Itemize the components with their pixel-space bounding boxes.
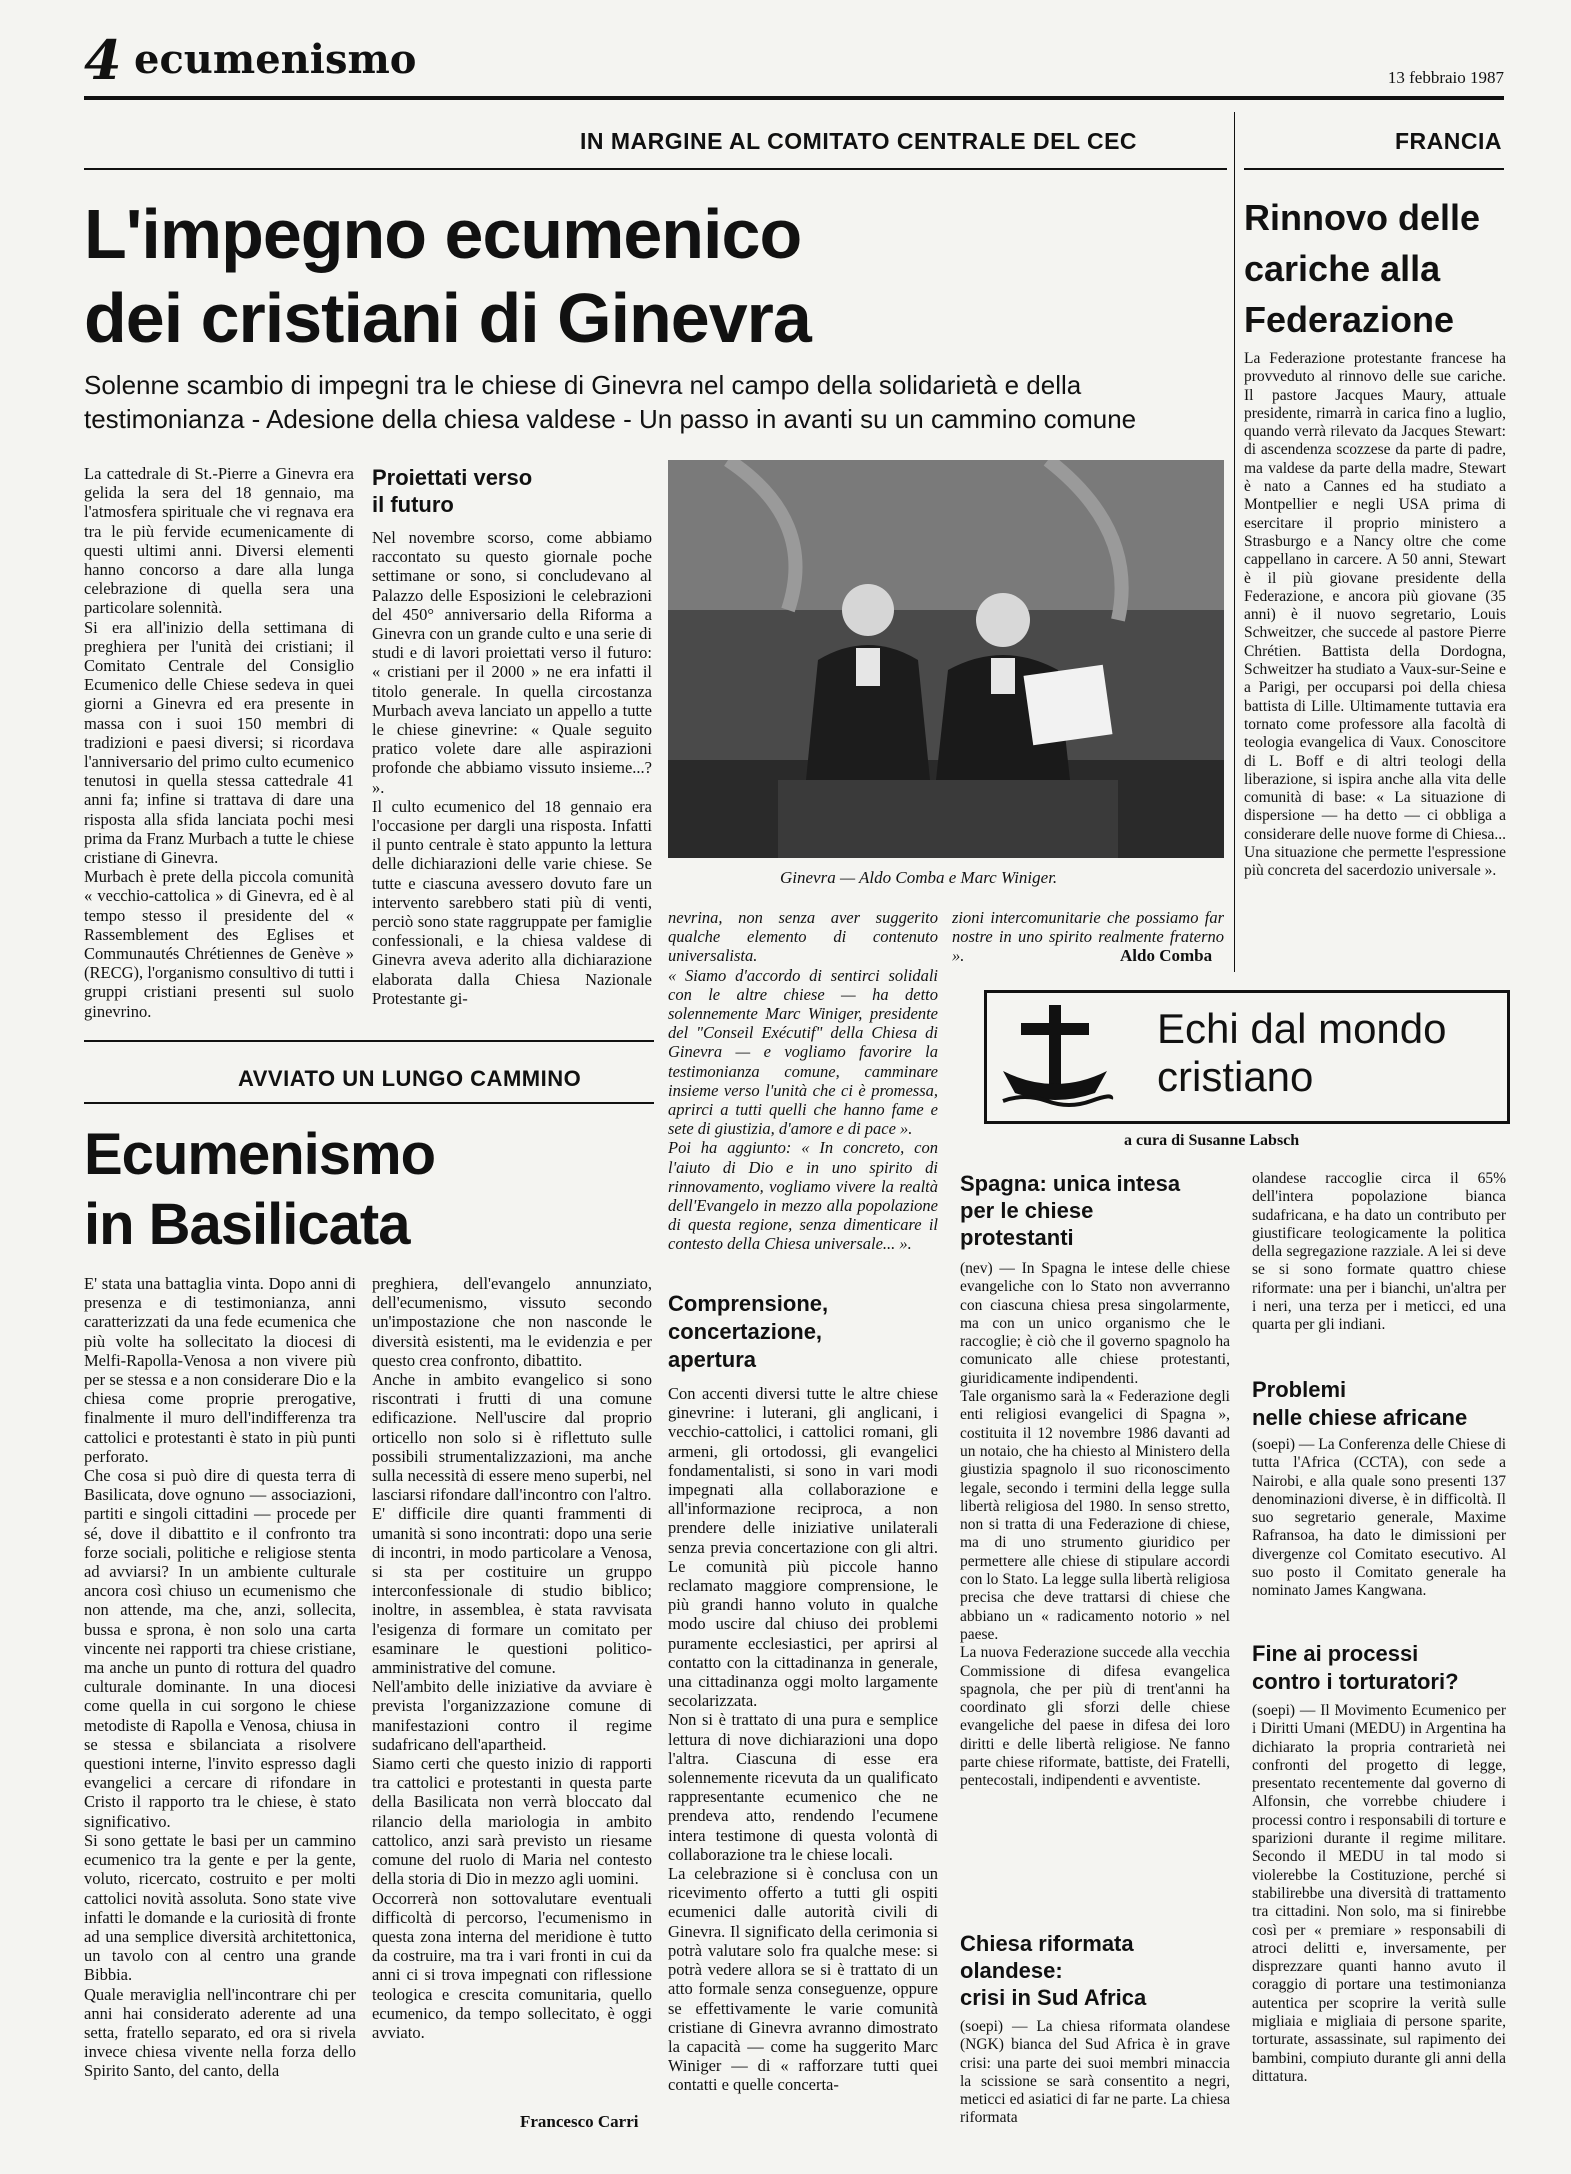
page-number: 4 — [84, 28, 122, 92]
echi-credit: a cura di Susanne Labsch — [1124, 1132, 1300, 1149]
main-col-4: zioni intercomunitarie che possiamo far nostre in uno spirito realmente fraterno ». — [952, 908, 1224, 966]
francia-body: La Federazione protestante francese ha provveduto al rinnovo delle sue cariche. Il pastore Jacques Maury, attuale presidente, rimarrà in carica fino a luglio, quando verrà rilevato da Jacques Stewart: di ascendenza scozzese da parte di padre, ma valdese da parte della madre, Stewart è nato a Cannes ed ha studiato a Montpellier e negli USA prima di esercitare il proprio ministero a Strasburgo e a Nancy oltre che come cappellano in carcere. A 50 anni, Stewart è il più giovane presidente della Federazione, e ancora più giovane (35 anni) è il nuovo segretario, Louis Schweitzer, che succede al pastore Pierre Chrétien. Battista della Dordogna, Schweitzer ha studiato a Vaux-sur-Seine e a Parigi, per occuparsi poi della chiesa battista di Lille. Ultimamente tuttavia era tornato come professore alla facoltà di teologia evangelica di Vaux. Conoscitore di L. Boff e di altri teologi della liberazione, si ispira anche alla vita delle comunità di base: « La situazione di dispersione — ha detto — ci obbliga a considerare delle nuove forme di Chiesa... Una situazione che permette l'espressione più concreta del sacerdozio universale ». — [1244, 350, 1506, 880]
main-title: L'impegno ecumenico dei cristiani di Ginevra — [84, 195, 811, 357]
photo-caption: Ginevra — Aldo Comba e Marc Winiger. — [780, 868, 1058, 887]
basilicata-kicker-rule — [84, 1102, 654, 1104]
africa-head: Problemi nelle chiese africane — [1252, 1377, 1468, 1430]
main-col-2: Nel novembre scorso, come abbiamo raccontato su questo giornale poche settimane or sono, si concludevano al Palazzo delle Esposizioni le celebrazioni del 450° anniversario della Riforma a Ginevra con un grande culto e una serie di studi e di lavori proiettati verso il futuro: « cristiani per il 2000 » ne era infatti il titolo generale. In quella circostanza Murbach aveva lanciato un appello a tutte le chiese ginevrine: « Quale seguito pratico volete dare alle aspirazioni profonde che abbiamo vissuto insieme...? ». Il culto ecumenico del 18 gennaio era l'occasione per dargli una risposta. Infatti il punto centrale è stato appunto la lettura delle dichiarazioni delle varie chiese. Se tutte e ciascuna avessero dovuto fare un intervento sarebbero stati più di venti, perciò sono state raggruppate per famiglie confessionali, e la chiesa valdese di Ginevra aveva aderito alla dichiarazione elaborata dalla Chiesa Nazionale Protestante gi- — [372, 528, 652, 1008]
main-col-3-head: Comprensione, concertazione, apertura — [668, 1291, 829, 1372]
boat-cross-icon — [995, 1001, 1115, 1111]
spagna-body: (nev) — In Spagna le intese delle chiese evangeliche con lo Stato non avverranno con ciascuna chiesa presa singolarmente, ma con un unico organismo che le raccoglie; è ciò che il governo spagnolo ha comunicato alle chiese protestanti, giuridicamente indipendenti. Tale organismo sarà la « Federazione degli enti religiosi evangelici di Spagna », costituita il 12 novembre 1986 davanti ad un notaio, che ha chiesto al Ministero della giustizia spagnolo il suo riconoscimento legale, secondo i termini della legge sulla libertà religiosa del 1980. In senso stretto, non si tratta di una Federazione di chiese, ma di uno strumento giuridico per permettere alle chiese di stipulare accordi con lo Stato. La legge sulla libertà religiosa precisa che deve trattarsi di chiese che abbiano un « radicamento notorio » nel paese. La nuova Federazione succede alla vecchia Commissione di difesa evangelica spagnola, che per più di trent'anni ha coordinato gli sforzi delle chiese evangeliche del paese in difesa dei loro diritti e delle libertà religiose. Ne fanno parte chiese riformate, battiste, dei Fratelli, pentecostali, indipendenti e avventiste. — [960, 1260, 1230, 1790]
olanda-body: (soepi) — La chiesa riformata olandese (NGK) bianca del Sud Africa è in grave crisi: una parte dei suoi membri minaccia la scissione se sarà consentito a negri, meticci ed asiatici di far ne parte. La chiesa riformata — [960, 2018, 1230, 2127]
africa-body: (soepi) — La Conferenza delle Chiese di tutta l'Africa (CCTA), con sede a Nairobi, e alla quale sono presenti 137 denominazioni diverse, è in difficoltà. Il suo segretario generale, Maxime Rafransoa, ha dato le dimissioni per divergenze col Comitato esecutivo. Al suo posto il Comitato generale ha nominato James Kangwana. — [1252, 1436, 1506, 1600]
francia-kicker-rule — [1244, 168, 1504, 170]
main-deck: Solenne scambio di impegni tra le chiese di Ginevra nel campo della solidarietà e della testimonianza - Adesione della chiesa valdese - Un passo in avanti su un cammino comune — [84, 370, 1137, 434]
francia-divider — [1234, 112, 1235, 972]
basilicata-title: Ecumenismo in Basilicata — [84, 1122, 435, 1257]
main-col-1: La cattedrale di St.-Pierre a Ginevra era gelida la sera del 18 gennaio, ma l'atmosfera spirituale che vi regnava era tra le più fervide ecumenicamente di questi ultimi anni. Diversi elementi hanno concorso a dare alla lunga celebrazione di quella sera una particolare solennità. Si era all'inizio della settimana di preghiera per l'unità dei cristiani; il Comitato Centrale del Consiglio Ecumenico delle Chiese sedeva in quei giorni a Ginevra ed era presente in massa con i suoi 150 membri di tradizioni e paesi diversi; si ricordava l'anniversario del primo culto ecumenico tenutosi in quella stessa cattedrale 41 anni fa; infine si trattava di dare una risposta alla sfida lanciata pochi mesi prima da Franz Murbach a tutte le chiese cristiane di Ginevra. Murbach è prete della piccola comunità « vecchio-cattolica » di Ginevra, ed è al tempo stesso il presidente del « Rassemblement des Eglises et Communautés Chrétiennes de Genève » (RECG), l'organismo consultivo di tutti i gruppi cristiani presenti sul suolo ginevrino. — [84, 464, 354, 1021]
basilicata-byline: Francesco Carri — [520, 2112, 639, 2131]
tortura-head: Fine ai processi contro i torturatori? — [1252, 1641, 1459, 1694]
echi-title: Echi dal mondo cristiano — [1157, 1005, 1447, 1100]
olanda-cont: olandese raccoglie circa il 65% dell'intera popolazione bianca sudafricana, e ha dato un contributo per giustificare teologicamente la politica della segregazione razziale. A lei si deve se si sono formate quattro chiese riformate: una per i bianchi, un'altra per i neri, una terza per i meticci, ed una quarta per gli indiani. — [1252, 1170, 1506, 1334]
masthead-rule — [84, 96, 1504, 100]
main-kicker-rule — [84, 168, 1227, 170]
masthead — [84, 28, 1504, 98]
main-col-3: nevrina, non senza aver suggerito qualche elemento di contenuto universalista. « Siamo d'accordo di sentirci solidali con le altre chiese — ha detto solennemente Marc Winiger, presidente del "Conseil Exécutif" della Chiesa di Ginevra — e vogliamo favorire la testimonianza comune, camminare insieme verso l'unità che ci è promessa, aprirci a tutti quelli che hanno fame e sete di giustizia, d'amore e di pace ». Poi ha aggiunto: « In concreto, con l'aiuto di Dio e in uno spirito di rinnovamento, vogliamo vivere la realtà dell'Evangelo in mezzo alla popolazione di questa regione, senza dimenticare il contesto della Chiesa universale... ». — [668, 908, 938, 1254]
basilicata-top-rule — [84, 1040, 654, 1042]
photo-illustration — [668, 460, 1224, 858]
spagna-head: Spagna: unica intesa per le chiese protestanti — [960, 1171, 1181, 1250]
main-byline: Aldo Comba — [1120, 946, 1213, 965]
basilicata-kicker: AVVIATO UN LUNGO CAMMINO — [238, 1066, 582, 1091]
basilicata-col-2: preghiera, dell'evangelo annunziato, dell'ecumenismo, vissuto secondo un'impostazione che non nasconde le diversità esistenti, ma le evidenzia e per questo crea confronto, dibattito. Anche in ambito evangelico si sono riscontrati i frutti di una comune edificazione. Nell'uscire dal proprio orticello non solo si è riflettuto sulle possibili strumentalizzazioni, ma anche sulla necessità di essere meno superbi, nel lasciarsi rifondare dall'incontro con l'altro. E' difficile dire quanti frammenti di umanità si sono incontrati: dopo una serie di incontri, in modo particolare a Venosa, si sta per costituire un gruppo interconfessionale di studio biblico; inoltre, in assemblea, è stata ravvisata l'esigenza di formare un comitato per esaminare le questioni politico-amministrative del comune. Nell'ambito delle iniziative da avviare è prevista l'organizzazione comune di manifestazioni contro il regime sudafricano dell'apartheid. Siamo certi che questo inizio di rapporti tra cattolici e protestanti in questa parte della Basilicata non verrà bloccato dal rilancio della mariologia in ambito cattolico, anzi sarà previsto un riesame comune del ruolo di Maria nel contesto della storia di Dio in mezzo agli uomini. Occorrerà non sottovalutare eventuali difficoltà di percorso, l'ecumenismo in questa zona interna del meridione è tutto da costruire, ma tra i vari fronti in cui da anni ci si trova impegnati con riflessione teologica e crescita comunitaria, quello ecumenico, da tempo sollecitato, è oggi avviato. — [372, 1274, 652, 2042]
francia-title: Rinnovo delle cariche alla Federazione — [1244, 197, 1481, 340]
issue-date: 13 febbraio 1987 — [1387, 68, 1504, 87]
olanda-head: Chiesa riformata olandese: crisi in Sud Africa — [960, 1931, 1147, 2010]
main-kicker: IN MARGINE AL COMITATO CENTRALE DEL CEC — [580, 128, 1138, 154]
section-title: ecumenismo — [134, 36, 417, 83]
photo — [668, 460, 1224, 858]
main-col-2-head: Proiettati verso il futuro — [372, 465, 533, 517]
tortura-body: (soepi) — Il Movimento Ecumenico per i Diritti Umani (MEDU) in Argentina ha dichiarato la propria contrarietà nei confronti del progetto di legge, presentato recentemente dal governo di Alfonsin, che vorrebbe chiudere i processi contro i responsabili di torture e sparizioni durante il regime militare. Secondo il MEDU in tal modo si violerebbe la Costituzione, perché si stabilirebbe una diversità di trattamento tra cittadini. Non solo, ma si finirebbe così per « premiare » responsabili di atroci delitti e, inversamente, per disprezzare quanti hanno avuto il coraggio di portare una testimonianza autentica per scoprire la verità sulle migliaia e migliaia di persone sparite, torturate, assassinate, sul rapimento dei bambini, compiuto durante gli anni della dittatura. — [1252, 1702, 1506, 2085]
basilicata-col-1: E' stata una battaglia vinta. Dopo anni di presenza e di testimonianza, anni caratterizzati da una fede ecumenica che più volte ha sollecitato la diocesi di Melfi-Rapolla-Venosa a non vivere più per se stessa e a non considerare Dio e la chiesa come proprie prerogative, finalmente il muro dell'indifferenza tra cattolici e protestanti è stato in più punti perforato. Che cosa si può dire di questa terra di Basilicata, dove ognuno — associazioni, partiti e singoli cittadini — procede per sé, dove il dibattito e il confronto tra forze sociali, politiche e religiose stenta ad avviarsi? In un ambiente culturale ancora così chiuso un ecumenismo che non attende, ma che, anzi, sollecita, bussa e sprona, è non solo una carta vincente nei rapporti tra chiese cristiane, ma anche un punto di rottura del quadro culturale dominante. In una diocesi come quella in cui sorgono le chiese metodiste di Rapolla e Venosa, chiusa in se stessa e sbilanciata a risolvere questioni interne, l'invito espresso dagli evangelici a cercare di rifondare in Cristo il rapporto tra le chiese, è stato significativo. Si sono gettate le basi per un cammino ecumenico tra la gente e per la gente, voluto, ricercato, costruito e per molti cattolici novità assoluta. Sono state vive infatti le domande e la curiosità di fronte ad una semplice diversità architettonica, un tavolo con al centro una grande Bibbia. Quale meraviglia nell'incontrare chi per anni hai considerato aderente ad una setta, fratello separato, ed ora si rivela invece chiesa vivente nella forza dello Spirito Santo, del canto, della — [84, 1274, 356, 2081]
echi-banner — [984, 990, 1510, 1124]
main-col-3b: Con accenti diversi tutte le altre chiese ginevrine: i luterani, gli anglicani, i vecchio-cattolici, i cattolici romani, gli armeni, gli ortodossi, gli evangelici fondamentalisti, si sono in vari modi impegnati alla collaborazione e all'informazione reciproca, a non prendere delle iniziative unilaterali senza previa concertazione con gli altri. Le comunità più piccole hanno reclamato maggiore comprensione, le più grandi hanno voluto in qualche modo uscire dal chiuso dei problemi puramente ecclesiastici, per aprirsi al contatto con la cittadinanza in generale, una cittadinanza oggi molto largamente secolarizzata. Non si è trattato di una pura e semplice lettura di nove dichiarazioni una dopo l'altra. Ciascuna di esse era solennemente ricevuta da un qualificato rappresentante ecumenico che ne prendeva atto, rendendo l'ecumene intera testimone di questa volontà di collaborazione tra le chiese locali. La celebrazione si è conclusa con un ricevimento offerto a tutti gli ospiti ecumenici dalle autorità civili di Ginevra. Il significato della cerimonia si potrà valutare solo fra qualche mese: si potrà vedere allora se si è trattato di un atto formale senza conseguenze, oppure se effettivamente le varie comunità cristiane di Ginevra avranno dimostrato la capacità — come ha suggerito Marc Winiger — di « rafforzare tutti quei contatti e quelle concerta- — [668, 1384, 938, 2095]
francia-kicker: FRANCIA — [1395, 128, 1502, 154]
